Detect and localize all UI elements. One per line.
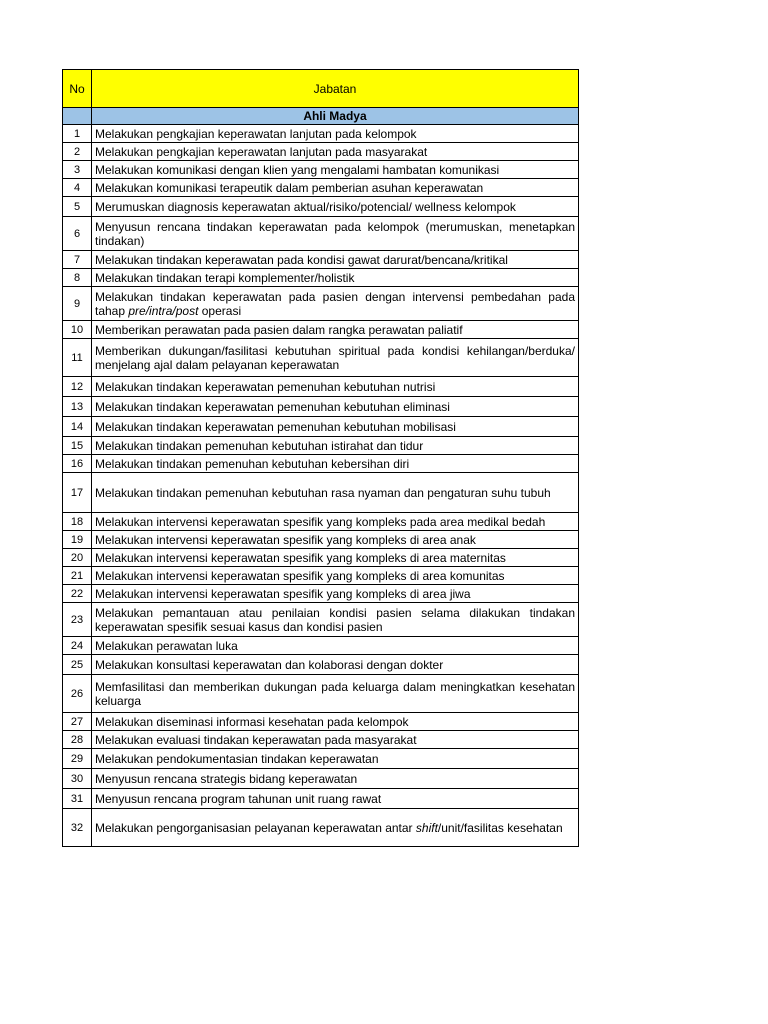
row-text: Melakukan konsultasi keperawatan dan kolaborasi dengan dokter (92, 655, 579, 675)
table-row (63, 473, 579, 513)
row-text: Melakukan intervensi keperawatan spesifik yang kompleks di area maternitas (92, 549, 579, 567)
table-row (63, 455, 579, 473)
table-row (63, 513, 579, 531)
table-row (63, 585, 579, 603)
table-row (63, 655, 579, 675)
row-number: 5 (63, 197, 92, 217)
table-row (63, 437, 579, 455)
row-text: Melakukan intervensi keperawatan spesifik yang kompleks di area komunitas (92, 567, 579, 585)
row-number: 26 (63, 675, 92, 713)
table-row (63, 197, 579, 217)
table-row (63, 713, 579, 731)
row-number: 25 (63, 655, 92, 675)
table-row (63, 549, 579, 567)
row-number: 14 (63, 417, 92, 437)
row-number: 21 (63, 567, 92, 585)
row-number: 8 (63, 269, 92, 287)
row-text-part: Melakukan tindakan keperawatan pada pasien dengan intervensi pembedahan pada tahap (95, 289, 575, 318)
row-number: 30 (63, 769, 92, 789)
row-text-italic: pre/intra/post (128, 303, 199, 318)
table-row (63, 789, 579, 809)
row-text: Melakukan pengkajian keperawatan lanjutan pada kelompok (92, 125, 579, 143)
row-number: 11 (63, 339, 92, 377)
row-text: Melakukan tindakan keperawatan pemenuhan kebutuhan eliminasi (92, 397, 579, 417)
row-text (92, 287, 579, 321)
row-number: 12 (63, 377, 92, 397)
row-text: Melakukan evaluasi tindakan keperawatan pada masyarakat (92, 731, 579, 749)
table-row (63, 339, 579, 377)
row-text: Melakukan diseminasi informasi kesehatan pada kelompok (92, 713, 579, 731)
row-number: 31 (63, 789, 92, 809)
table-row (63, 161, 579, 179)
table-row (63, 769, 579, 789)
row-text: Memfasilitasi dan memberikan dukungan pada keluarga dalam meningkatkan kesehatan keluarga (92, 675, 579, 713)
table-row (63, 143, 579, 161)
row-number: 4 (63, 179, 92, 197)
row-text: Melakukan intervensi keperawatan spesifik yang kompleks pada area medikal bedah (92, 513, 579, 531)
row-number: 3 (63, 161, 92, 179)
row-number: 10 (63, 321, 92, 339)
row-text (92, 809, 579, 847)
row-number: 20 (63, 549, 92, 567)
table-row (63, 321, 579, 339)
table-header-row (63, 70, 579, 108)
row-number: 2 (63, 143, 92, 161)
row-text: Menyusun rencana tindakan keperawatan pada kelompok (merumuskan, menetapkan tindakan) (92, 217, 579, 251)
table-row (63, 269, 579, 287)
row-number: 24 (63, 637, 92, 655)
table-row (63, 377, 579, 397)
row-text: Menyusun rencana program tahunan unit ruang rawat (92, 789, 579, 809)
row-number: 19 (63, 531, 92, 549)
row-text: Melakukan tindakan keperawatan pada kondisi gawat darurat/bencana/kritikal (92, 251, 579, 269)
row-text: Melakukan tindakan keperawatan pemenuhan kebutuhan mobilisasi (92, 417, 579, 437)
section-title: Ahli Madya (92, 108, 579, 125)
header-jabatan: Jabatan (92, 70, 579, 108)
table-row (63, 251, 579, 269)
table-row (63, 287, 579, 321)
table-row (63, 603, 579, 637)
row-number: 13 (63, 397, 92, 417)
row-text: Melakukan tindakan terapi komplementer/holistik (92, 269, 579, 287)
row-number: 28 (63, 731, 92, 749)
section-row (63, 108, 579, 125)
row-text: Menyusun rencana strategis bidang keperawatan (92, 769, 579, 789)
row-number: 6 (63, 217, 92, 251)
table-row (63, 397, 579, 417)
row-text: Melakukan intervensi keperawatan spesifik yang kompleks di area jiwa (92, 585, 579, 603)
row-text: Melakukan pemantauan atau penilaian kondisi pasien selama dilakukan tindakan keperawatan spesifik sesuai kasus dan kondisi pasien (92, 603, 579, 637)
row-text: Memberikan dukungan/fasilitasi kebutuhan spiritual pada kondisi kehilangan/berduka/ menjelang ajal dalam pelayanan keperawatan (92, 339, 579, 377)
row-number: 7 (63, 251, 92, 269)
row-number: 18 (63, 513, 92, 531)
row-text-part: /unit/fasilitas kesehatan (437, 820, 563, 835)
table-row (63, 809, 579, 847)
row-number: 29 (63, 749, 92, 769)
row-text: Merumuskan diagnosis keperawatan aktual/risiko/potencial/ wellness kelompok (92, 197, 579, 217)
row-text: Melakukan pengkajian keperawatan lanjutan pada masyarakat (92, 143, 579, 161)
row-number: 16 (63, 455, 92, 473)
row-text: Memberikan perawatan pada pasien dalam rangka perawatan paliatif (92, 321, 579, 339)
row-text: Melakukan perawatan luka (92, 637, 579, 655)
table-row (63, 749, 579, 769)
row-text: Melakukan tindakan pemenuhan kebutuhan kebersihan diri (92, 455, 579, 473)
row-text: Melakukan tindakan pemenuhan kebutuhan rasa nyaman dan pengaturan suhu tubuh (92, 473, 579, 513)
row-text-italic: shift (415, 820, 438, 835)
table-row (63, 637, 579, 655)
row-text: Melakukan tindakan pemenuhan kebutuhan istirahat dan tidur (92, 437, 579, 455)
table-row (63, 531, 579, 549)
table-row (63, 567, 579, 585)
row-number: 23 (63, 603, 92, 637)
header-no: No (63, 70, 92, 108)
row-number: 32 (63, 809, 92, 847)
row-text-part: Melakukan pengorganisasian pelayanan keperawatan antar (95, 820, 416, 835)
jabatan-table (62, 69, 579, 847)
row-text: Melakukan komunikasi terapeutik dalam pemberian asuhan keperawatan (92, 179, 579, 197)
row-number: 27 (63, 713, 92, 731)
row-number: 1 (63, 125, 92, 143)
table-row (63, 731, 579, 749)
table-row (63, 179, 579, 197)
row-text: Melakukan pendokumentasian tindakan keperawatan (92, 749, 579, 769)
row-text: Melakukan intervensi keperawatan spesifik yang kompleks di area anak (92, 531, 579, 549)
row-text: Melakukan tindakan keperawatan pemenuhan kebutuhan nutrisi (92, 377, 579, 397)
row-text-part: operasi (198, 303, 242, 318)
row-number: 22 (63, 585, 92, 603)
table-row (63, 125, 579, 143)
row-number: 15 (63, 437, 92, 455)
section-empty-cell (63, 108, 92, 125)
table-row (63, 417, 579, 437)
table-row (63, 217, 579, 251)
row-number: 9 (63, 287, 92, 321)
row-text: Melakukan komunikasi dengan klien yang mengalami hambatan komunikasi (92, 161, 579, 179)
row-number: 17 (63, 473, 92, 513)
table-row (63, 675, 579, 713)
